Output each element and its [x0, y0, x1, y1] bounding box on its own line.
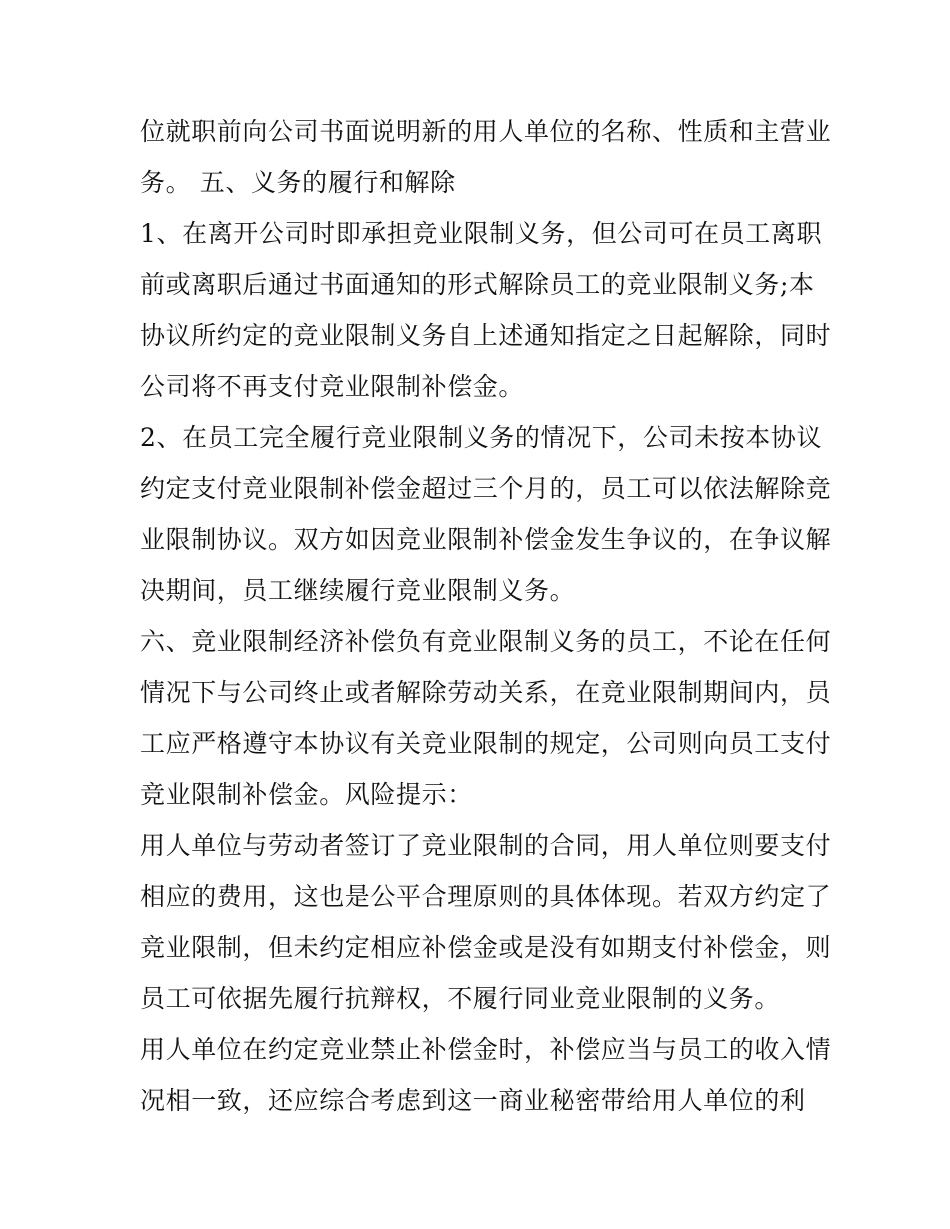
text-line: 约定支付竞业限制补偿金超过三个月的，员工可以依法解除竞 [140, 474, 832, 503]
text-line: 相应的费用，这也是公平合理原则的具体体现。若双方约定了 [140, 882, 832, 911]
text-line: 1、在离开公司时即承担竞业限制义务，但公司可在员工离职 [140, 219, 823, 248]
text-line: 况相一致，还应综合考虑到这一商业秘密带给用人单位的利 [140, 1086, 806, 1115]
text-line: 务。 五、义务的履行和解除 [140, 168, 456, 197]
text-line: 用人单位在约定竞业禁止补偿金时，补偿应当与员工的收入情 [140, 1035, 832, 1064]
text-line: 情况下与公司终止或者解除劳动关系，在竞业限制期间内，员 [140, 678, 832, 707]
body-text [140, 106, 832, 1126]
text-line: 竞业限制，但未约定相应补偿金或是没有如期支付补偿金，则 [140, 933, 832, 962]
text-line: 工应严格遵守本协议有关竞业限制的规定，公司则向员工支付 [140, 729, 832, 758]
text-line: 协议所约定的竞业限制义务自上述通知指定之日起解除，同时 [140, 321, 832, 350]
text-line: 公司将不再支付竞业限制补偿金。 [140, 372, 525, 401]
text-line: 2、在员工完全履行竞业限制义务的情况下，公司未按本协议 [140, 423, 823, 452]
text-line: 六、竞业限制经济补偿负有竞业限制义务的员工，不论在任何 [140, 627, 832, 656]
text-line: 位就职前向公司书面说明新的用人单位的名称、性质和主营业 [140, 117, 832, 146]
text-line: 竞业限制补偿金。风险提示： [140, 780, 473, 809]
text-line: 员工可依据先履行抗辩权，不履行同业竞业限制的义务。 [140, 984, 781, 1013]
text-line: 业限制协议。双方如因竞业限制补偿金发生争议的，在争议解 [140, 525, 832, 554]
text-line: 前或离职后通过书面通知的形式解除员工的竞业限制义务;本 [140, 270, 815, 299]
text-line: 决期间，员工继续履行竞业限制义务。 [140, 576, 576, 605]
text-line: 用人单位与劳动者签订了竞业限制的合同，用人单位则要支付 [140, 831, 832, 860]
